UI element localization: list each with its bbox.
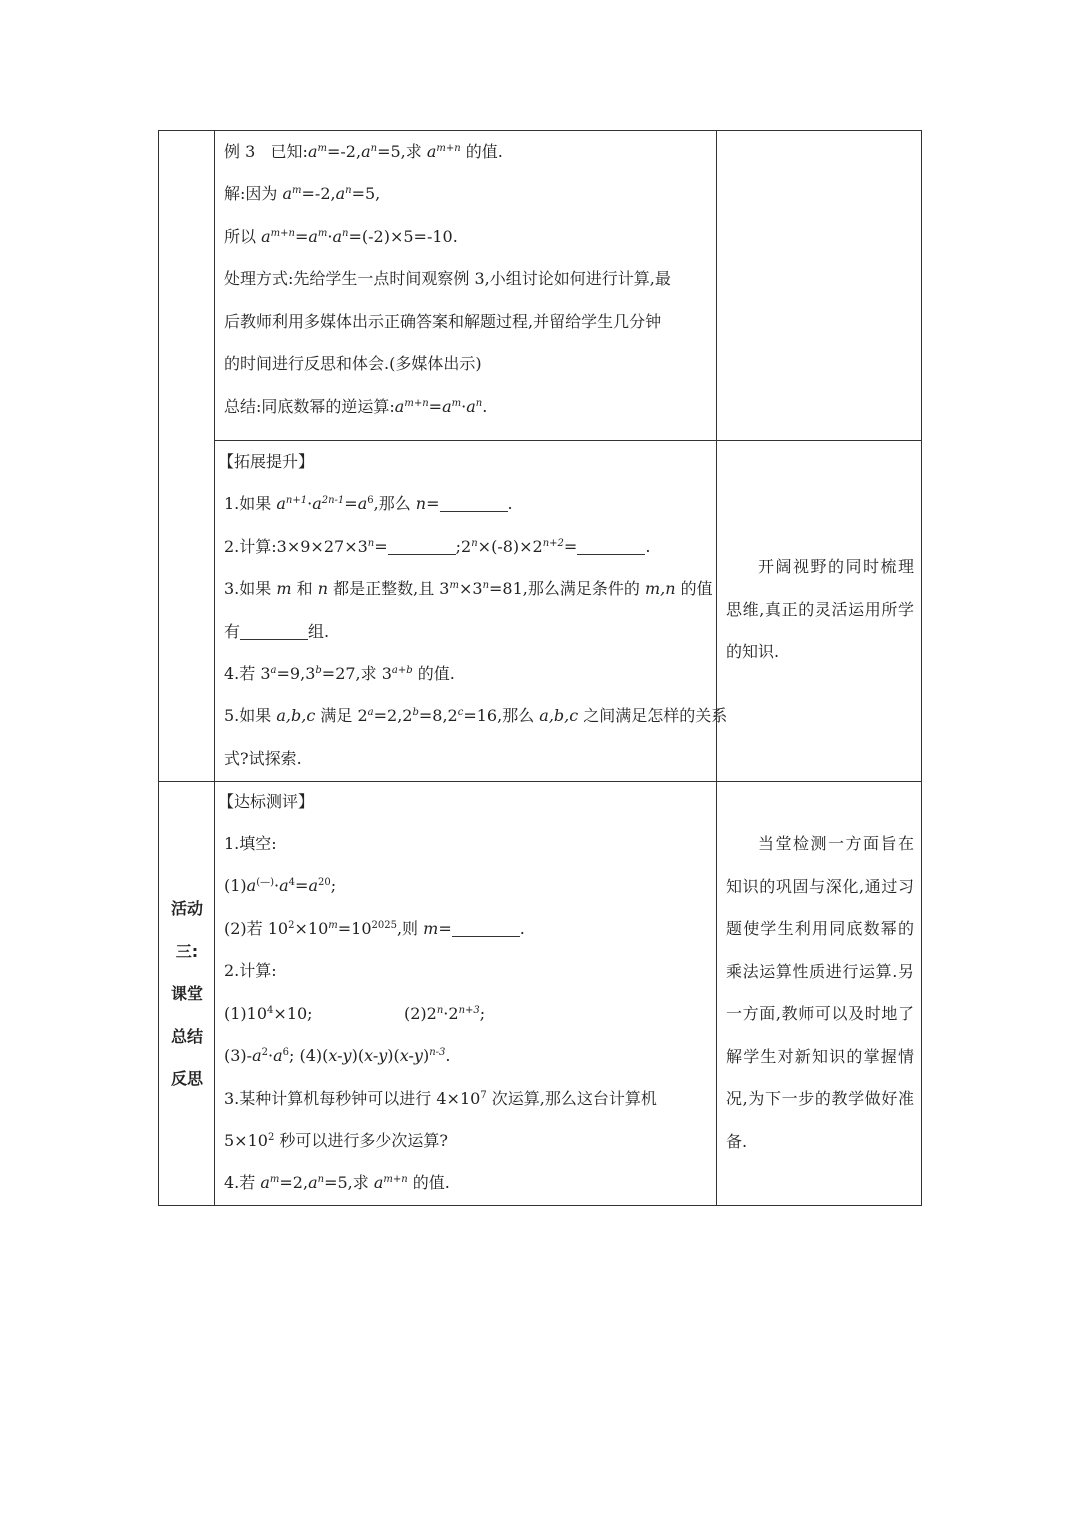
expand-q3: 3.如果 m 和 n 都是正整数,且 $3^m\times 3^n=81$,那么满足条件的 m,n 的值 [224,579,713,598]
expand-q1: 1.如果 $a^{n+1}\cdot a^{2n-1}=a^6$,那么 n= . [224,494,513,513]
expand-q5-cont: 式?试探索. [224,749,302,768]
assess-q2: 2.计算: [224,961,277,980]
row-divider-2 [159,781,921,782]
assess-q1-2: (2)若 $10^2\times 10^m=10^{2025}$,则 m= . [224,919,525,938]
answer-blank [440,497,508,512]
method-line-1: 处理方式:先给学生一点时间观察例 3,小组讨论如何进行计算,最 [224,269,671,288]
assess-title: 【达标测评】 [218,792,315,811]
assess-q3: 3.某种计算机每秒钟可以进行 $4\times 10^7$ 次运算,那么这台计算机 [224,1089,657,1108]
example3-line: 例 3 已知$:a^m=-2,a^n=5$,求 $a^{m+n}$ 的值. [224,142,503,161]
answer-blank [452,922,520,937]
expand-q5: 5.如果 a,b,c 满足 $2^a=2,2^b=8,2^c=16$,那么 a,b,c 之间满足怎样的关系 [224,706,728,725]
answer-blank [388,540,456,555]
assess-q1: 1.填空: [224,834,277,853]
column-divider-1 [214,131,215,1205]
expand-title: 【拓展提升】 [218,452,315,471]
assess-q2-1: $(1)10^4\times 10$; [224,1004,313,1023]
assess-q2-3: $(3)-a^2\cdot a^6$; $(4)(x-y)(x-y)(x-y)^{n-3}$. [224,1046,451,1065]
assess-q4: 4.若 $a^m=2,a^n=5$,求 $a^{m+n}$ 的值. [224,1173,450,1192]
answer-blank [577,540,645,555]
expand-q4: 4.若 $3^a=9,3^b=27$,求 $3^{a+b}$ 的值. [224,664,455,683]
solution-result-line: 所以 $a^{m+n}=a^m\cdot a^n=(-2)\times 5=-10$. [224,227,458,246]
expand-q2: 2.计算$:3\times 9\times 27\times 3^n=$ $;2^n\times(-8)\times 2^{n+2}=$ . [224,537,651,556]
answer-blank [240,625,308,640]
method-line-3: 的时间进行反思和体会.(多媒体出示) [224,354,482,373]
assess-q3-cont: $5\times 10^2$ 秒可以进行多少次运算? [224,1131,448,1150]
assess-q2-2: $(2)2^n\cdot 2^{n+3}$; [404,1004,486,1023]
expand-note: 开阔视野的同时梳理思维,真正的灵活运用所学的知识. [726,557,914,661]
expand-q3-cont: 有 组. [224,622,330,641]
column-divider-2 [716,131,717,1205]
method-line-2: 后教师利用多媒体出示正确答案和解题过程,并留给学生几分钟 [224,312,662,331]
activity-label: 活动 三: 课堂 总结 反思 [170,899,203,1088]
row-divider-1 [214,440,921,441]
assess-note: 当堂检测一方面旨在知识的巩固与深化,通过习题使学生利用同底数幂的乘法运算性质进行运算.另一方面,教师可以及时地了解学生对新知识的掌握情况,为下一步的教学做好准备. [726,834,914,1151]
solution-line: 解:因为 $a^m=-2,a^n=5$, [224,184,381,203]
assess-q1-1: $(1)a^{(—)}\cdot a^4=a^{20}$; [224,876,337,895]
summary-line: 总结:同底数幂的逆运算$:a^{m+n}=a^m\cdot a^n$. [224,397,488,416]
